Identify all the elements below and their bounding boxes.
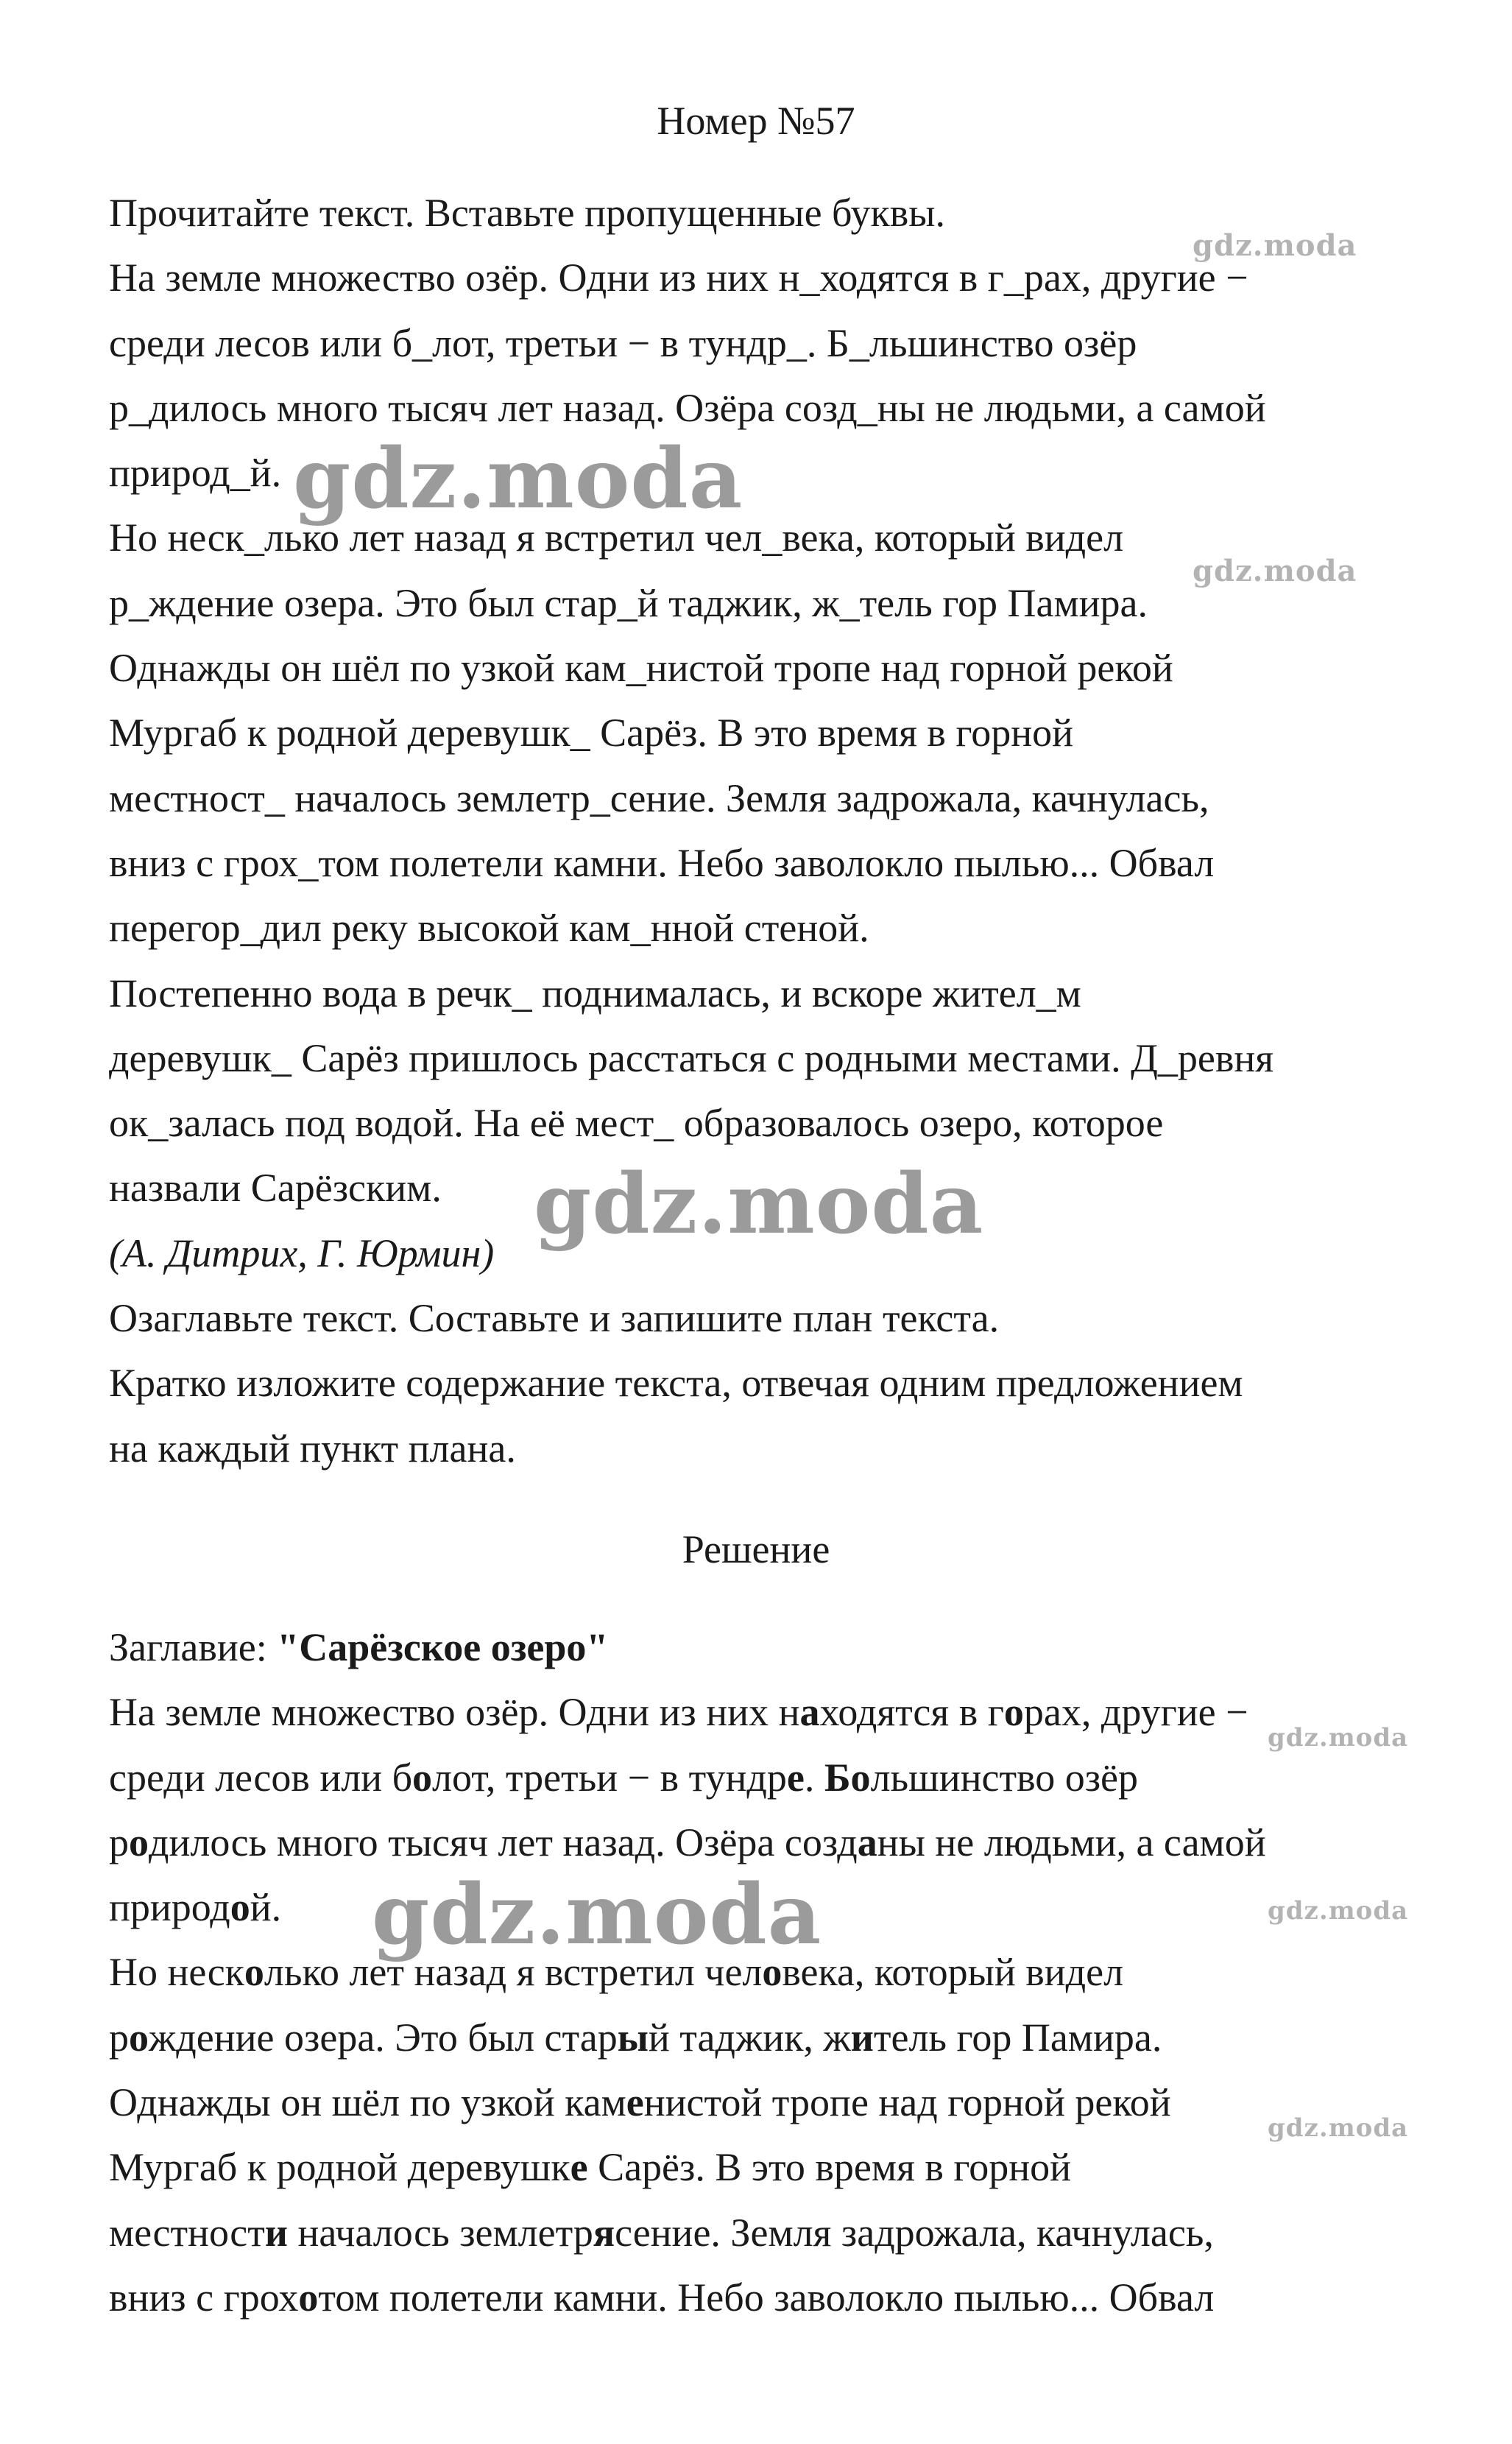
solution-text: среди лесов или б <box>109 1755 413 1800</box>
watermark: gdz.moda <box>1268 1723 1409 1753</box>
task-line: деревушк_ Сарёз пришлось расстаться с родными местами. Д_ревня <box>109 1035 1274 1080</box>
solution-line <box>109 1680 1449 1744</box>
task-line: местност_ началось землетр_сение. Земля задрожала, качнулась, <box>109 775 1209 820</box>
task-line: природ_й. <box>109 451 282 496</box>
instruction-line: Кратко изложите содержание текста, отвечая одним предложением <box>109 1361 1243 1406</box>
task-line: назвали Сарёзским. <box>109 1166 442 1211</box>
task-line: р_ждение озера. Это был стар_й таджик, ж_тель гор Памира. <box>109 580 1148 625</box>
inserted-letter: е <box>786 1755 805 1800</box>
solution-text: й таджик, ж <box>648 2015 851 2060</box>
solution-heading: Решение <box>682 1527 830 1571</box>
inserted-letter: о <box>412 1755 433 1800</box>
task-line: перегор_дил реку высокой кам_нной стеной. <box>109 906 869 951</box>
solution-title-label: Заглавие: <box>109 1625 278 1669</box>
solution-line <box>109 2265 1449 2330</box>
solution-text: местност <box>109 2210 265 2255</box>
solution-text: Но неск <box>109 1950 244 1995</box>
solution-text: тель гор Памира. <box>873 2015 1162 2060</box>
task-line: Мургаб к родной деревушк_ Сарёз. В это время в горной <box>109 711 1074 756</box>
task-line: Постепенно вода в речк_ поднималась, и вскоре жител_м <box>109 971 1081 1015</box>
inserted-letter: е <box>570 2145 588 2190</box>
solution-text: началось землетр <box>288 2210 593 2255</box>
inserted-letter: а <box>799 1690 820 1735</box>
solution-text: р <box>109 2015 129 2060</box>
task-line: ок_залась под водой. На её мест_ образовалось озеро, которое <box>109 1101 1164 1146</box>
solution-text: ходятся в г <box>819 1690 1004 1735</box>
solution-block <box>109 1615 1449 2330</box>
solution-text: На земле множество озёр. Одни из них н <box>109 1690 800 1735</box>
watermark: gdz.moda <box>1268 1896 1409 1926</box>
solution-line <box>109 2070 1449 2135</box>
solution-text: том полетели камни. Небо заволокло пылью... Обвал <box>318 2275 1215 2320</box>
watermark: gdz.moda <box>372 1867 822 1963</box>
inserted-letter: и <box>850 2015 874 2060</box>
solution-text: ждение озера. Это был стар <box>149 2015 618 2060</box>
task-line: среди лесов или б_лот, третьи − в тундр_. Б_льшинство озёр <box>109 320 1137 365</box>
solution-text: Сарёз. В это время в горной <box>587 2145 1071 2190</box>
inserted-letter: о <box>230 1885 250 1930</box>
solution-line <box>109 1810 1449 1875</box>
solution-line <box>109 1745 1449 1810</box>
watermark: gdz.moda <box>1193 554 1357 588</box>
solution-text: льшинство озёр <box>870 1755 1139 1800</box>
solution-line <box>109 2200 1449 2265</box>
solution-text: лько лет назад я встретил чел <box>264 1950 763 1995</box>
solution-text: века, который видел <box>782 1950 1124 1995</box>
solution-text: й. <box>250 1885 282 1930</box>
author-credit: (А. Дитрих, Г. Юрмин) <box>109 1230 495 1275</box>
solution-text: ны не людьми, а самой <box>877 1820 1266 1864</box>
watermark: gdz.moda <box>534 1156 984 1253</box>
task-line: Прочитайте текст. Вставьте пропущенные буквы. <box>109 191 945 235</box>
inserted-letter: о <box>244 1950 264 1995</box>
inserted-letter: о <box>129 1820 149 1864</box>
inserted-letter: о <box>762 1950 783 1995</box>
solution-text: вниз с грох <box>109 2275 299 2320</box>
watermark: gdz.moda <box>1268 2113 1409 2143</box>
solution-text: сение. Земля задрожала, качнулась, <box>615 2210 1214 2255</box>
instruction-line: на каждый пункт плана. <box>109 1426 516 1471</box>
solution-title-line <box>109 1615 1449 1680</box>
task-line: На земле множество озёр. Одни из них н_ходятся в г_рах, другие − <box>109 256 1248 300</box>
inserted-letter: Бо <box>824 1755 871 1800</box>
inserted-letter: и <box>264 2210 288 2255</box>
solution-line <box>109 2135 1449 2200</box>
solution-text: рах, другие − <box>1023 1690 1248 1735</box>
solution-line <box>109 2005 1449 2070</box>
task-line: Но неск_лько лет назад я встретил чел_века, который видел <box>109 515 1124 560</box>
watermark: gdz.moda <box>293 431 743 527</box>
solution-text: дилось много тысяч лет назад. Озёра созд <box>149 1820 858 1864</box>
inserted-letter: ы <box>617 2015 649 2060</box>
solution-text: Мургаб к родной деревушк <box>109 2145 570 2190</box>
inserted-letter: о <box>298 2275 319 2320</box>
inserted-letter: о <box>129 2015 149 2060</box>
task-block <box>109 180 1449 1481</box>
inserted-letter: я <box>593 2210 615 2255</box>
instruction-line: Озаглавьте текст. Составьте и запишите план текста. <box>109 1296 1000 1341</box>
solution-text: . <box>804 1755 824 1800</box>
page-title: Номер №57 <box>657 99 855 143</box>
solution-text: лот, третьи − в тундр <box>432 1755 787 1800</box>
solution-title-value: "Сарёзское озеро" <box>277 1625 609 1669</box>
inserted-letter: е <box>626 2080 644 2125</box>
task-line: Однажды он шёл по узкой кам_нистой тропе над горной рекой <box>109 646 1173 691</box>
solution-text: нистой тропе над горной рекой <box>643 2080 1171 2125</box>
inserted-letter: о <box>1003 1690 1024 1735</box>
inserted-letter: а <box>857 1820 877 1864</box>
solution-text: Однажды он шёл по узкой кам <box>109 2080 626 2125</box>
task-line: вниз с грох_том полетели камни. Небо заволокло пылью... Обвал <box>109 840 1215 885</box>
task-line: р_дилось много тысяч лет назад. Озёра созд_ны не людьми, а самой <box>109 385 1266 430</box>
solution-text: р <box>109 1820 129 1864</box>
solution-text: природ <box>109 1885 230 1930</box>
watermark: gdz.moda <box>1193 228 1357 263</box>
